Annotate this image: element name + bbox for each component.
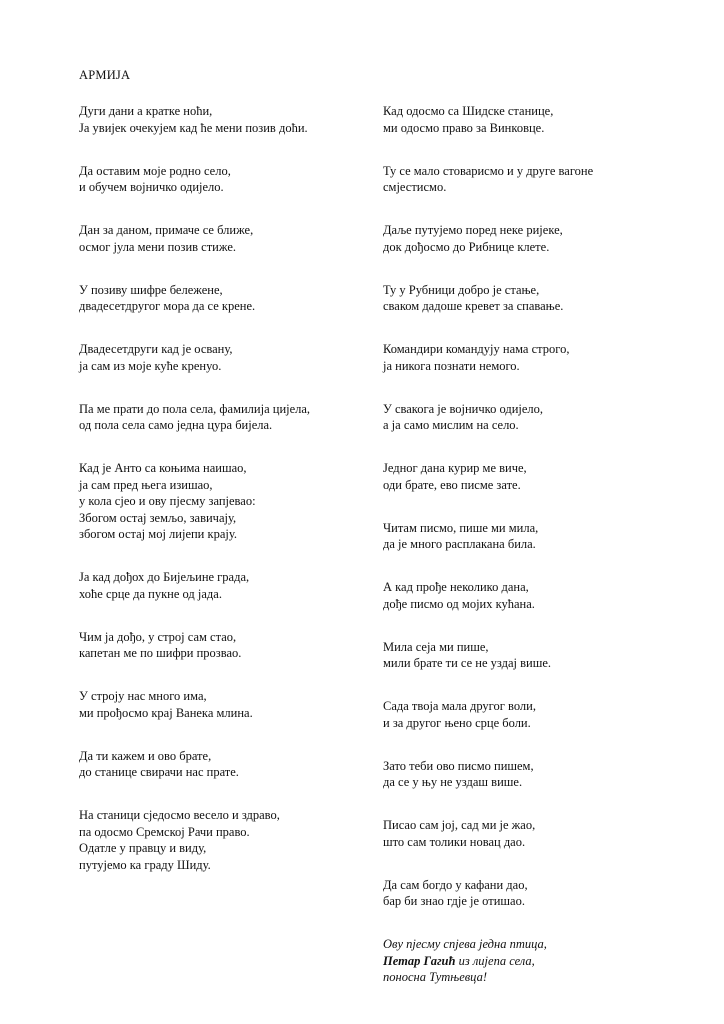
left-stanza <box>79 629 379 662</box>
signature-line-2 <box>383 953 683 970</box>
right-stanzas <box>383 103 683 910</box>
right-stanza <box>383 579 683 612</box>
verse-line: путујемо ка граду Шиду. <box>79 857 211 872</box>
left-stanza <box>79 807 379 873</box>
right-stanza <box>383 460 683 493</box>
verse-line: осмог јула мени позив стиже. <box>79 239 237 254</box>
signature-stanza <box>383 936 683 986</box>
verse-line: Па ме прати до пола села, фамилија цијела, <box>79 401 311 416</box>
verse-line: капетан ме по шифри прозвао. <box>79 646 242 660</box>
right-stanza <box>383 817 683 850</box>
verse-line: сваком дадоше кревет за спавање. <box>383 299 564 313</box>
verse-line: Кад је Анто са коњима наишао, <box>79 461 247 475</box>
verse-line: Једног дана курир ме виче, <box>383 461 527 475</box>
verse-line: хоће срце да пукне од јада. <box>79 586 222 601</box>
verse-line: смјестисмо. <box>383 180 447 194</box>
verse-line: У строју нас много има, <box>79 689 207 703</box>
verse-line: Дан за даном, примаче се ближе, <box>79 223 254 237</box>
verse-line: збогом остај мој лијепи крају. <box>79 527 237 541</box>
verse-line: дође писмо од мојих кућана. <box>383 596 535 611</box>
left-stanza <box>79 569 379 602</box>
verse-line: до станице свирачи нас прате. <box>79 765 239 779</box>
right-stanza <box>383 222 683 255</box>
right-stanza <box>383 639 683 672</box>
verse-line: Зато теби ово писмо пишем, <box>383 758 534 773</box>
verse-line: од пола села само једна цура бијела. <box>79 418 273 432</box>
right-stanza <box>383 163 683 196</box>
verse-line: Ту се мало стоварисмо и у друге вагоне <box>383 163 594 178</box>
verse-line: Ту у Рубници добро је стање, <box>383 282 540 297</box>
left-stanza <box>79 222 379 255</box>
verse-line: а ја само мислим на село. <box>383 418 519 432</box>
left-stanza <box>79 341 379 374</box>
verse-line: и за другог њено срце боли. <box>383 715 531 730</box>
verse-line: На станици сједосмо весело и здраво, <box>79 808 280 822</box>
verse-line: Командири командују нама строго, <box>383 342 570 356</box>
verse-line: А кад прође неколико дана, <box>383 580 529 594</box>
verse-line: Ја увијек очекујем кад ће мени позив доћи. <box>79 120 308 135</box>
verse-line: ја никога познати немого. <box>383 358 520 373</box>
right-stanza <box>383 758 683 791</box>
verse-line: да се у њу не уздаш више. <box>383 775 523 789</box>
poem-title: АРМИЈА <box>79 68 131 82</box>
right-stanza <box>383 103 683 136</box>
verse-line: док дођосмо до Рибнице клете. <box>383 239 550 254</box>
verse-line: оди брате, ево писме зате. <box>383 477 521 492</box>
verse-line: ја сам пред њега изишао, <box>79 477 213 492</box>
verse-line: бар би знао гдје је отишао. <box>383 894 525 908</box>
verse-line: Да сам богдо у кафани дао, <box>383 877 528 892</box>
verse-line: Сада твоја мала другог воли, <box>383 699 536 713</box>
verse-line: што сам толики новац дао. <box>383 834 526 849</box>
left-stanza <box>79 748 379 781</box>
left-stanza <box>79 163 379 196</box>
verse-line: па одосмо Сремској Рачи право. <box>79 824 250 839</box>
verse-line: Двадесетдруги кад је освану, <box>79 342 233 356</box>
left-stanza <box>79 282 379 315</box>
verse-line: у кола сјео и ову пјесму запјевао: <box>79 494 256 508</box>
left-stanza <box>79 401 379 434</box>
verse-line: У позиву шифре бележене, <box>79 282 223 297</box>
verse-line: ми одосмо право за Винковце. <box>383 120 545 135</box>
verse-line: Даље путујемо поред неке ријеке, <box>383 223 563 237</box>
verse-line: Мила сеја ми пише, <box>383 639 489 654</box>
right-stanza <box>383 401 683 434</box>
right-stanza <box>383 698 683 731</box>
right-stanza <box>383 341 683 374</box>
verse-line: Писао сам јој, сад ми је жао, <box>383 818 536 832</box>
verse-line: Ја кад дођох до Бијељине града, <box>79 570 250 584</box>
verse-line: У свакога је војничко одијело, <box>383 401 544 416</box>
left-stanza <box>79 460 379 543</box>
verse-line: Дуги дани а кратке ноћи, <box>79 104 213 118</box>
right-poem-column <box>383 103 683 1012</box>
left-poem-column <box>79 103 379 900</box>
right-stanza <box>383 520 683 553</box>
verse-line: Одатле у правцу и виду, <box>79 841 207 855</box>
verse-line: Кад одосмо са Шидске станице, <box>383 104 554 118</box>
verse-line: да је много расплакана била. <box>383 537 536 551</box>
verse-line: Чим ја дођо, у строј сам стао, <box>79 629 237 644</box>
signature-line-1: Ову пјесму спјева једна птица, <box>383 937 547 951</box>
verse-line: Да ти кажем и ово брате, <box>79 748 212 763</box>
verse-line: двадесетдругог мора да се крене. <box>79 299 256 313</box>
verse-line: Да оставим моје родно село, <box>79 163 231 178</box>
left-stanza <box>79 103 379 136</box>
verse-line: ја сам из моје куће кренуо. <box>79 358 222 373</box>
verse-line: мили брате ти се не уздај више. <box>383 656 551 670</box>
verse-line: ми прођосмо крај Ванека млина. <box>79 705 253 720</box>
right-stanza <box>383 877 683 910</box>
signature-line-2-rest: из лијепа села, <box>455 953 535 968</box>
verse-line: Збогом остај земљо, завичају, <box>79 510 237 525</box>
right-stanza <box>383 282 683 315</box>
signature-line-3: поносна Тутњевца! <box>383 970 487 984</box>
author-name: Петар Гагић <box>383 953 456 968</box>
verse-line: Читам писмо, пише ми мила, <box>383 520 539 535</box>
verse-line: и обучем војничко одијело. <box>79 180 224 194</box>
left-stanza <box>79 688 379 721</box>
